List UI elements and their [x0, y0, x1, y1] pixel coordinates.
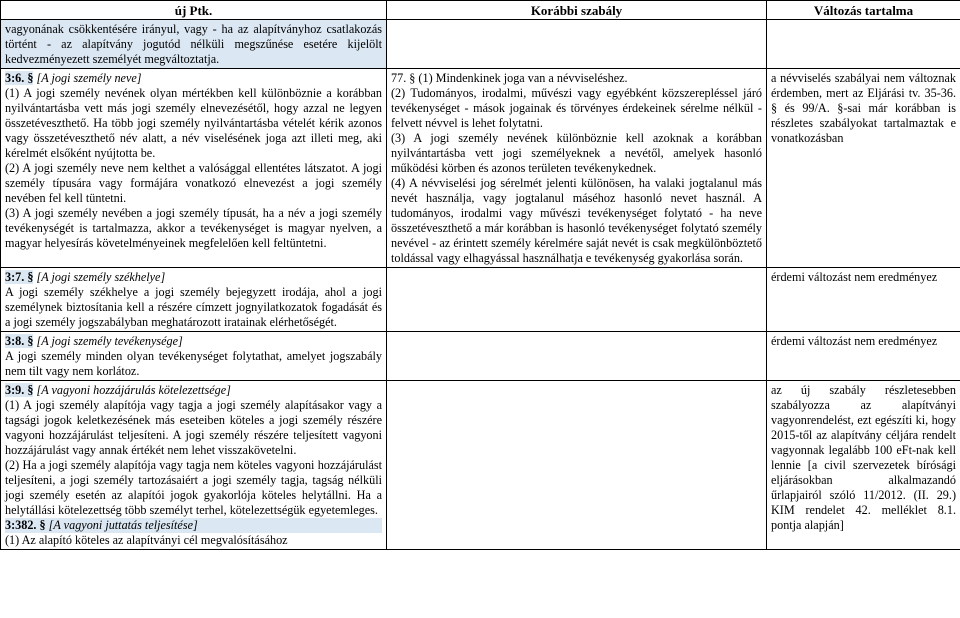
- change-cell: [767, 20, 960, 69]
- new-rule-cell: [1, 381, 387, 550]
- paragraph: (2) A jogi személy neve nem kelthet a valósággal ellentétes látszatot. A jogi személy típusára vagy formájára vonatkozó elnevezést a jogi személy nevében fel kell tüntetni.: [5, 161, 382, 205]
- paragraph: (3) A jogi személy nevének különböznie kell azoknak a korábban nyilvántartásba vett jogi személyeknek a nevétől, amelyek hasonló működési körben és azonos területen tevékenykednek.: [391, 131, 762, 175]
- table-header-row: [1, 1, 960, 20]
- paragraph: A jogi személy minden olyan tevékenységet folytathat, amelyet jogszabály nem tilt vagy nem korlátoz.: [5, 349, 382, 378]
- table-row: [1, 20, 960, 69]
- section-number: 3:382. §: [5, 518, 46, 532]
- change-cell: [767, 381, 960, 550]
- table-row: [1, 69, 960, 268]
- section-heading: [5, 334, 382, 349]
- change-text: a névviselés szabályai nem változnak érdemben, mert az Eljárási tv. 35-36. § és 99/A. §-sai már korábban is részletes szabályokat tartalmaztak e vonatkozásban: [771, 71, 956, 145]
- section-number: 3:7. §: [5, 270, 34, 284]
- table-row: [1, 268, 960, 332]
- paragraph: 77. § (1) Mindenkinek joga van a névviseléshez.: [391, 71, 628, 85]
- section-title: [A jogi személy székhelye]: [36, 270, 166, 284]
- paragraph: A jogi személy székhelye a jogi személy bejegyzett irodája, ahol a jogi személynek biztosítania kell a részére címzett jognyilatkozatok fogadását és a jogi személy jogszabályban meghatározott iratainak elérhetőségét.: [5, 285, 382, 329]
- paragraph: (1) Az alapító köteles az alapítványi cél megvalósításához: [5, 533, 288, 547]
- change-cell: [767, 69, 960, 268]
- old-rule-cell: [387, 20, 767, 69]
- change-text: az új szabály részletesebben szabályozza az alapítványi vagyonrendelést, ezt egészíti ki, hogy 2015-től az alapítvány céljára rendelt vagyonnak legalább 100 eFt-nak kell lennie [a civil szervezetek bírósági eljárásokban alkalmazandó űrlapjairól szóló 11/2012. (II. 29.) KIM rendelet 42. melléklet 8.1. pontja alapján]: [771, 383, 956, 532]
- change-text: érdemi változást nem eredményez: [771, 334, 938, 348]
- old-rule-cell: [387, 332, 767, 381]
- paragraph: (3) A jogi személy nevében a jogi személy típusát, ha a név a jogi személy tevékenységét is tartalmazza, akkor a tevékenységet is magyar nyelven, a magyar helyesírás követelményeinek megfelelően kell feltüntetni.: [5, 206, 382, 250]
- section-title: [A vagyoni juttatás teljesítése]: [48, 518, 198, 532]
- table-row: [1, 332, 960, 381]
- section-number: 3:6. §: [5, 71, 34, 85]
- section-title: [A vagyoni hozzájárulás kötelezettsége]: [36, 383, 231, 397]
- new-rule-cell: [1, 69, 387, 268]
- section-heading: [5, 518, 382, 533]
- section-heading: [5, 270, 382, 285]
- paragraph: (2) Tudományos, irodalmi, művészi vagy egyébként közszerepléssel járó tevékenységet - mások jogainak és törvényes érdekeinek sérelme nélkül - felvett névvel is lehet folytatni.: [391, 86, 762, 130]
- new-rule-cell: [1, 268, 387, 332]
- new-rule-cell: [1, 332, 387, 381]
- section-number: 3:8. §: [5, 334, 34, 348]
- paragraph: (2) Ha a jogi személy alapítója vagy tagja nem köteles vagyoni hozzájárulást teljesíteni, a jogi személy tartozásaiért a jogi személy tagja, tagság nélküli jogi személy esetén az alapítói jogok gyakorlója köteles helytállni. Ha a helytállási kötelezettség több személyt terhel, kötelezettségük egyetemleges.: [5, 458, 382, 517]
- old-rule-cell: [387, 381, 767, 550]
- continued-text: vagyonának csökkentésére irányul, vagy - ha az alapítványhoz csatlakozás történt - az alapítvány jogutód nélküli megszűnése esetére kijelölt kedvezményezett személyét megváltoztatja.: [5, 22, 382, 66]
- change-cell: [767, 332, 960, 381]
- old-rule-cell: [387, 268, 767, 332]
- header-previous-rule: Korábbi szabály: [387, 1, 767, 20]
- paragraph: (4) A névviselési jog sérelmét jelenti különösen, ha valaki jogtalanul más nevét használja, vagy jogtalanul máséhoz hasonló nevet használ. A tudományos, irodalmi vagy művészi tevékenységet folytató - ha neve összetéveszthető a már korábban is hasonló tevékenységet folytató személy nevével - az érintett személy kérelmére saját nevét is csak megkülönböztető toldással vagy elhagyással használhatja e tevékenység gyakorlása során.: [391, 176, 762, 265]
- section-heading: [5, 383, 382, 398]
- new-rule-cell: [1, 20, 387, 69]
- section-heading: [5, 71, 382, 86]
- section-title: [A jogi személy tevékenysége]: [36, 334, 183, 348]
- old-rule-cell: [387, 69, 767, 268]
- header-new-civil-code: új Ptk.: [1, 1, 387, 20]
- section-number: 3:9. §: [5, 383, 34, 397]
- change-cell: [767, 268, 960, 332]
- paragraph: (1) A jogi személy nevének olyan mértékben kell különböznie a korábban nyilvántartásba vett más jogi személy elnevezésétől, hogy azzal ne legyen összetéveszthető. Ha több jogi személy nyilvántartásba vételét kérik azonos vagy összetéveszthető név alatt, a név viselésének joga azt illeti meg, aki kérelmét elsőként nyújtotta be.: [5, 86, 382, 160]
- change-text: érdemi változást nem eredményez: [771, 270, 938, 284]
- header-change-content: Változás tartalma: [767, 1, 960, 20]
- paragraph: (1) A jogi személy alapítója vagy tagja a jogi személy alapításakor vagy a tagsági jogok keletkezésének más eseteiben köteles a jogi személy részére vagyoni hozzájárulást teljesíteni. A jogi személy részére teljesített vagyoni hozzájárulást vagy annak értékét nem lehet visszakövetelni.: [5, 398, 382, 457]
- section-title: [A jogi személy neve]: [36, 71, 142, 85]
- table-row: [1, 381, 960, 550]
